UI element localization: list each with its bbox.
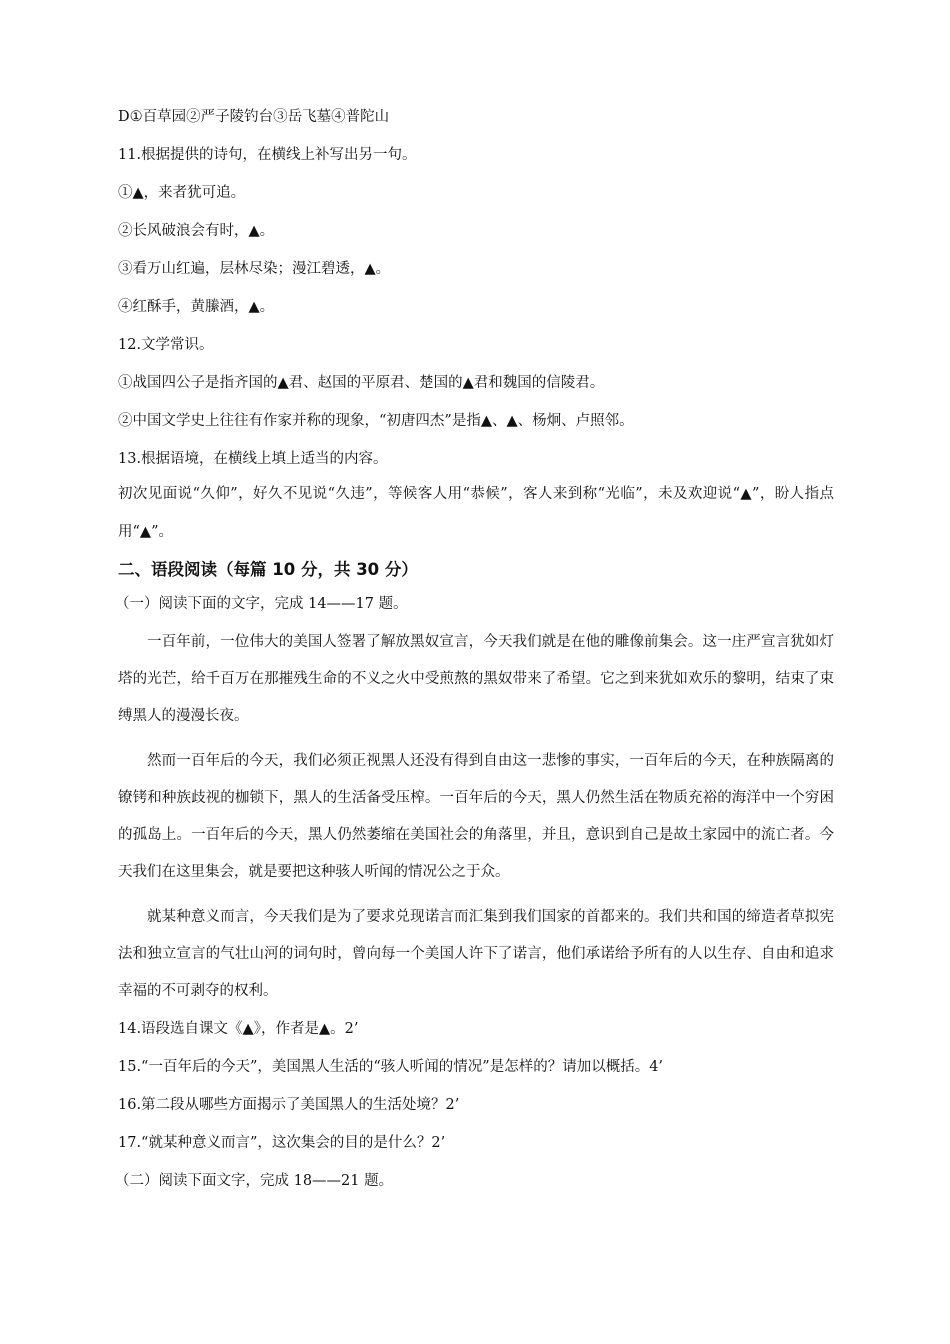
question-15: 15.“一百年后的今天”，美国黑人生活的“骇人听闻的情况”是怎样的？请加以概括。4’ [118,1059,664,1075]
question-12-item-1: ①战国四公子是指齐国的▲君、赵国的平原君、楚国的▲君和魏国的信陵君。 [118,375,605,391]
question-17: 17.“就某种意义而言”，这次集会的目的是什么？2’ [118,1135,446,1151]
question-12-item-2: ②中国文学史上往往有作家并称的现象，“初唐四杰”是指▲、▲、杨炯、卢照邻。 [118,413,634,429]
part-1-intro: （一）阅读下面的文字，完成 14——17 题。 [115,596,408,612]
question-11-item-3: ③看万山红遍，层林尽染；漫江碧透，▲。 [118,261,391,277]
question-16: 16.第二段从哪些方面揭示了美国黑人的生活处境？2’ [118,1097,460,1113]
document-page [115,106,834,1208]
section-2-heading: 二、语段阅读（每篇 10 分，共 30 分） [118,560,418,579]
question-11-item-4: ④红酥手，黄縢酒，▲。 [118,299,275,315]
question-13-body: 初次见面说“久仰”，好久不见说“久违”，等候客人用“恭候”，客人来到称“光临”，未及欢迎说“▲”，盼人指点用“▲”。 [118,486,834,540]
question-11-item-1: ①▲，来者犹可追。 [118,185,246,201]
passage-paragraph-2: 然而一百年后的今天，我们必须正视黑人还没有得到自由这一悲惨的事实，一百年后的今天，在种族隔离的镣铐和种族歧视的枷锁下，黑人的生活备受压榨。一百年后的今天，黑人仍然生活在物质充裕的海洋中一个穷困的孤岛上。一百年后的今天，黑人仍然萎缩在美国社会的角落里，并且，意识到自己是故土家园中的流亡者。今天我们在这里集会，就是要把这种骇人听闻的情况公之于众。 [118,753,834,880]
question-11-item-2: ②长风破浪会有时，▲。 [118,223,275,239]
question-12-title: 12.文学常识。 [118,337,214,353]
question-14: 14.语段选自课文《▲》，作者是▲。2’ [118,1021,359,1037]
passage-paragraph-3: 就某种意义而言，今天我们是为了要求兑现诺言而汇集到我们国家的首都来的。我们共和国的缔造者草拟宪法和独立宣言的气壮山河的词句时，曾向每一个美国人许下了诺言，他们承诺给予所有的人以生存、自由和追求幸福的不可剥夺的权利。 [118,909,834,999]
part-2-intro: （二）阅读下面文字，完成 18——21 题。 [115,1173,394,1189]
question-13-title: 13.根据语境，在横线上填上适当的内容。 [118,451,388,467]
passage-paragraph-1: 一百年前，一位伟大的美国人签署了解放黑奴宣言，今天我们就是在他的雕像前集会。这一庄严宣言犹如灯塔的光芒，给千百万在那摧残生命的不义之火中受煎熬的黑奴带来了希望。它之到来犹如欢乐的黎明，结束了束缚黑人的漫漫长夜。 [118,634,834,724]
option-d: D①百草园②严子陵钓台③岳飞墓④普陀山 [118,109,390,125]
question-11-title: 11.根据提供的诗句，在横线上补写出另一句。 [118,147,417,163]
